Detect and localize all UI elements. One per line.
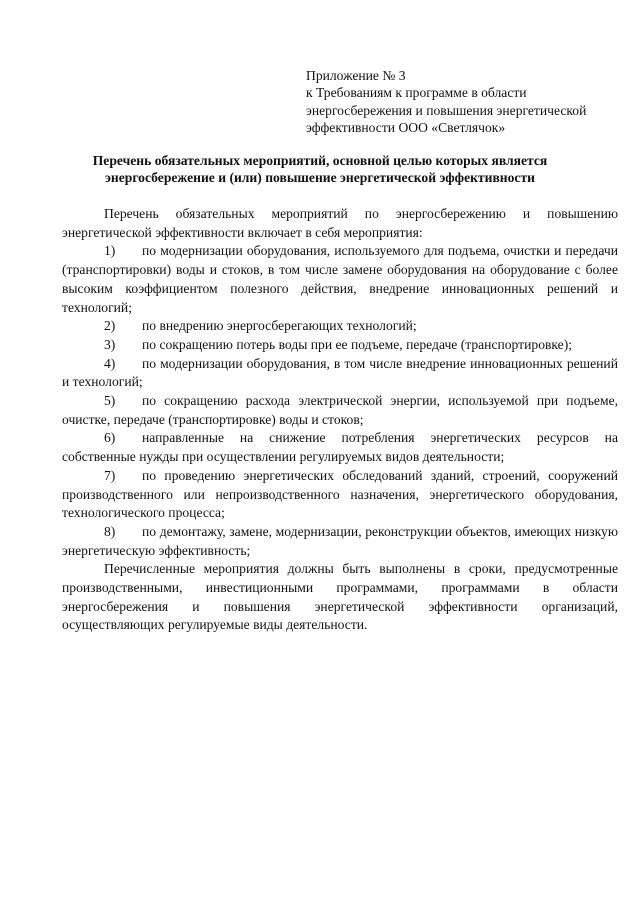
list-item-text: по модернизации оборудования, используемого для подъема, очистки и передачи (транспортировки) воды и стоков, в том числе замене оборудования на оборудование с более высоким коэффициентом полезного действия, внедрение инновационных решений и технологий;: [62, 243, 618, 315]
document-title: [60, 152, 580, 187]
annex-header: [306, 67, 626, 137]
list-item-text: по модернизации оборудования, в том числе внедрение инновационных решений и технологий;: [62, 355, 618, 390]
list-item-number: 2): [104, 318, 116, 334]
annex-number: Приложение № 3: [306, 68, 406, 83]
list-item: [62, 429, 618, 466]
list-item-number: 4): [104, 355, 116, 371]
list-item-number: 8): [104, 523, 116, 539]
annex-reference-line: к Требованиям к программе в области: [306, 85, 527, 101]
list-item-number: 5): [104, 393, 116, 409]
list-item: [62, 355, 618, 392]
list-item: [62, 242, 618, 317]
list-item: [62, 336, 618, 355]
list-item-number: 1): [104, 243, 116, 259]
list-item-number: 7): [104, 467, 116, 483]
list-item: [62, 467, 618, 523]
list-item-number: 3): [104, 336, 116, 352]
list-item: [62, 523, 618, 560]
list-item: [62, 317, 618, 336]
list-item-text: направленные на снижение потребления энергетических ресурсов на собственные нужды при осуществлении регулируемых видов деятельности;: [62, 430, 618, 465]
document-body: [62, 205, 618, 635]
closing-paragraph: Перечисленные мероприятия должны быть выполнены в сроки, предусмотренные производственными, инвестиционными программами, программами в области энергосбережения и повышения энергетической эффективности организаций, осуществляющих регулируемые виды деятельности.: [62, 561, 618, 633]
list-item-text: по демонтажу, замене, модернизации, реконструкции объектов, имеющих низкую энергетическую эффективность;: [62, 523, 618, 558]
annex-reference-line: эффективности ООО «Светлячок»: [306, 120, 506, 136]
list-item-text: по проведению энергетических обследований зданий, строений, сооружений производственного или непроизводственного назначения, энергетического оборудования, технологического процесса;: [62, 467, 618, 521]
list-item-text: по сокращению расхода электрической энергии, используемой при подъеме, очистке, передаче (транспортировке) воды и стоков;: [62, 393, 618, 427]
annex-reference-line: энергосбережения и повышения энергетической: [306, 102, 587, 118]
list-item: [62, 392, 618, 429]
list-item-text: по внедрению энергосберегающих технологий;: [142, 318, 417, 334]
title-line: Перечень обязательных мероприятий, основной целью которых является: [92, 153, 548, 168]
list-item-number: 6): [104, 430, 116, 446]
list-item-text: по сокращению потерь воды при ее подъеме, передаче (транспортировке);: [142, 336, 573, 352]
title-line: энергосбережение и (или) повышение энергетической эффективности: [105, 170, 535, 186]
intro-paragraph: Перечень обязательных мероприятий по энергосбережению и повышению энергетической эффективности включает в себя мероприятия:: [62, 206, 618, 240]
